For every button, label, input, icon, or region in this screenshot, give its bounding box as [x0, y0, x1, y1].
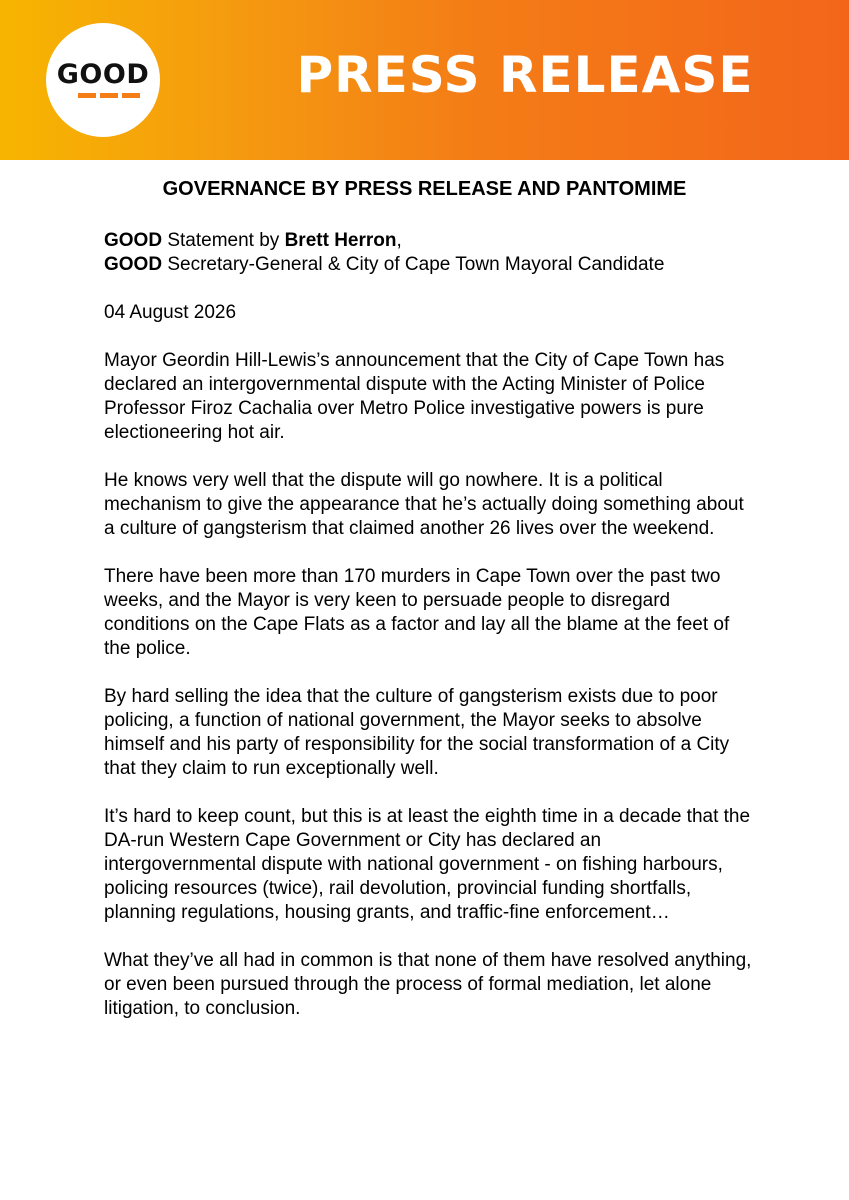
byline-role: Secretary-General & City of Cape Town Mayoral Candidate	[162, 254, 665, 275]
banner-title: PRESS RELEASE	[296, 46, 754, 104]
good-logo	[46, 23, 160, 137]
logo-bar	[122, 93, 140, 98]
body-paragraph: It’s hard to keep count, but this is at least the eighth time in a decade that the DA-run Western Cape Government or City has declared an intergovernmental dispute with national government - on fishing harbours, policing resources (twice), rail devolution, provincial funding shortfalls, planning regulations, housing grants, and traffic-fine enforcement…	[104, 806, 751, 923]
body-paragraph: By hard selling the idea that the culture of gangsterism exists due to poor policing, a function of national government, the Mayor seeks to absolve himself and his party of responsibility for the social transformation of a City that they claim to run exceptionally well.	[104, 686, 730, 779]
byline	[104, 229, 754, 277]
byline-org: GOOD	[104, 230, 163, 251]
document-body	[104, 229, 754, 1021]
byline-org-2: GOOD	[104, 254, 163, 275]
body-paragraph: There have been more than 170 murders in Cape Town over the past two weeks, and the Mayor is very keen to persuade people to disregard conditions on the Cape Flats as a factor and lay all the blame at the feet of the police.	[104, 566, 730, 659]
document-headline: GOVERNANCE BY PRESS RELEASE AND PANTOMIME	[162, 178, 687, 200]
logo-bar	[100, 93, 118, 98]
byline-comma: ,	[396, 230, 402, 251]
body-paragraph: He knows very well that the dispute will go nowhere. It is a political mechanism to give the appearance that he’s actually doing something about a culture of gangsterism that claimed another 26 lives over the weekend.	[104, 470, 744, 539]
logo-text: GOOD	[56, 59, 150, 90]
body-paragraph: What they’ve all had in common is that none of them have resolved anything, or even been pursued through the process of formal mediation, let alone litigation, to conclusion.	[104, 950, 752, 1019]
release-date: 04 August 2026	[104, 302, 237, 323]
byline-author: Brett Herron	[284, 230, 397, 251]
body-paragraph: Mayor Geordin Hill-Lewis’s announcement that the City of Cape Town has declared an intergovernmental dispute with the Acting Minister of Police Professor Firoz Cachalia over Metro Police investigative powers is pure electioneering hot air.	[104, 350, 725, 443]
logo-bar	[78, 93, 96, 98]
header-banner	[0, 0, 849, 160]
byline-statement-by: Statement by	[162, 230, 285, 251]
